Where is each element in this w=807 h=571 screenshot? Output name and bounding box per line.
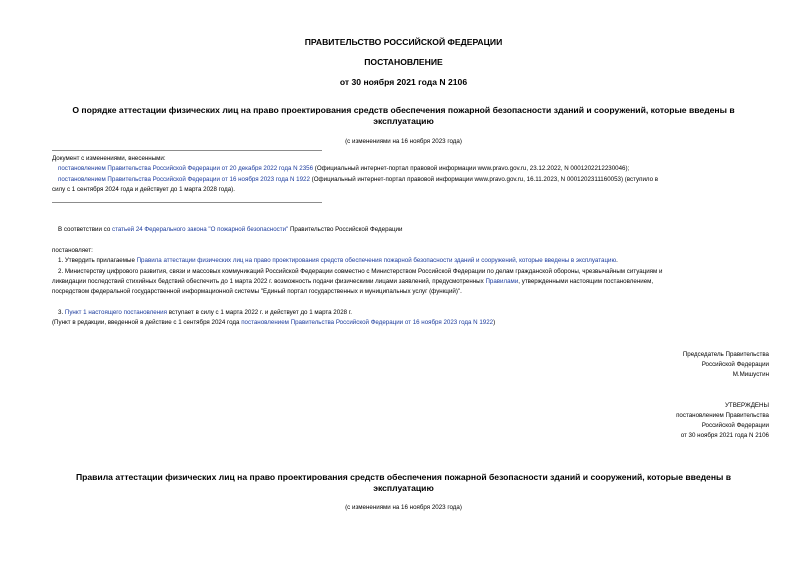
paragraph-2-line2: ликвидации последствий стихийных бедствий обеспечить до 1 марта 2022 г. возможность подачи физическими лицами заявлений, предусмотренных Правилами, утвержденными настоящим постановлением, [52,278,654,285]
paragraph-3: 3. Пункт 1 настоящего постановления вступает в силу с 1 марта 2022 г. и действует до 1 марта 2028 г. [58,309,353,316]
preamble: В соответствии со статьей 24 Федерального закона "О пожарной безопасности" Правительство Российской Федерации [58,226,403,233]
paragraph-3-note: (Пункт в редакции, введенной в действие с 1 сентября 2024 года постановлением Правительства Российской Федерации от 16 ноября 2023 года N 1922) [52,319,496,326]
paragraph-2-line1: 2. Министерству цифрового развития, связи и массовых коммуникаций Российской Федерации совместно с Министерством Российской Федерации по делам гражданской обороны, чрезвычайным ситуациям и [58,268,663,275]
changes-intro: Документ с изменениями, внесенными: [52,155,166,162]
divider-bottom [52,202,322,203]
document-title-line2: эксплуатацию [373,116,434,126]
resolves-label: постановляет: [52,247,93,254]
law-article-link[interactable]: статьей 24 Федерального закона "О пожарной безопасности" [111,226,289,233]
approved-line3: Российской Федерации [701,422,769,429]
document-title-line1: О порядке аттестации физических лиц на право проектирования средств обеспечения пожарной безопасности зданий и сооружений, которые введены в [72,105,735,115]
change-item-1: постановлением Правительства Российской Федерации от 20 декабря 2022 года N 2356 (Официальный интернет-портал правовой информации www.pravo.gov.ru, 23.12.2022, N 0001202212230046); [58,165,630,172]
document-type-heading: ПОСТАНОВЛЕНИЕ [364,57,443,67]
change-link-2356[interactable]: постановлением Правительства Российской Федерации от 20 декабря 2022 года N 2356 [58,165,314,172]
amendment-1922-link[interactable]: постановлением Правительства Российской Федерации от 16 ноября 2023 года N 1922 [241,319,494,326]
rules-title-line1: Правила аттестации физических лиц на право проектирования средств обеспечения пожарной безопасности зданий и сооружений, которые введены в [75,472,732,482]
government-heading: ПРАВИТЕЛЬСТВО РОССИЙСКОЙ ФЕДЕРАЦИИ [304,37,503,47]
signature-org: Российской Федерации [701,361,769,368]
change-item-2: постановлением Правительства Российской Федерации от 16 ноября 2023 года N 1922 (Официальный интернет-портал правовой информации www.pravo.gov.ru, 16.11.2023, N 0001202311160053) (вступило в [58,176,659,183]
change-item-2-cont: силу с 1 сентября 2024 года и действует до 1 марта 2028 года). [52,186,235,193]
signature-position: Председатель Правительства [682,351,769,358]
paragraph-1: 1. Утвердить прилагаемые Правила аттестации физических лиц на право проектирования средств обеспечения пожарной безопасности зданий и сооружений, которые введены в эксплуатацию. [58,257,618,264]
amended-note: (с изменениями на 16 ноября 2023 года) [345,138,462,145]
rules-link[interactable]: Правила аттестации физических лиц на право проектирования средств обеспечения пожарной безопасности зданий и сооружений, которые введены в эксплуатацию [136,257,617,264]
rules-inline-link[interactable]: Правилами [485,278,519,285]
approved-line4: от 30 ноября 2021 года N 2106 [680,432,769,439]
approved-line2: постановлением Правительства [676,412,769,419]
rules-title-line2: эксплуатацию [373,483,434,493]
rules-amended-note: (с изменениями на 16 ноября 2023 года) [345,504,462,511]
paragraph-2-line3: посредством федеральной государственной информационной системы "Единый портал государственных и муниципальных услуг (функций)". [52,288,462,295]
document-date-number: от 30 ноября 2021 года N 2106 [339,77,468,87]
divider-top [52,150,322,151]
approved-heading: УТВЕРЖДЕНЫ [725,402,769,409]
signature-name: М.Мишустин [732,371,769,378]
point-1-link[interactable]: Пункт 1 настоящего постановления [64,309,167,316]
change-link-1922[interactable]: постановлением Правительства Российской Федерации от 16 ноября 2023 года N 1922 [58,176,310,183]
